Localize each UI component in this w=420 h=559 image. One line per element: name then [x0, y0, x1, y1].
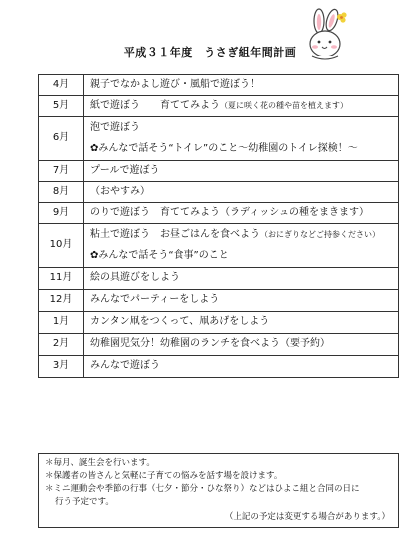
activity-text: ✿みんなで話そう“食事”のこと: [90, 250, 229, 261]
month-label: 5月: [52, 99, 70, 111]
activity-cell: [84, 312, 399, 334]
note-line: 行う予定です。: [55, 497, 114, 507]
activity-line: [90, 165, 392, 178]
activity-line: [90, 122, 392, 135]
schedule-row: [39, 312, 399, 334]
month-cell: [39, 117, 84, 161]
month-label: 6月: [52, 132, 70, 144]
activity-line: [90, 294, 392, 307]
activity-cell: [84, 203, 399, 224]
month-label: 11月: [49, 272, 73, 284]
activity-line: [90, 360, 392, 373]
activity-text: みんなで遊ぼう: [90, 360, 160, 372]
schedule-row: [39, 356, 399, 378]
month-label: 2月: [52, 338, 70, 350]
schedule-row: [39, 161, 399, 182]
month-label: 1月: [52, 316, 70, 328]
activity-line: [90, 338, 392, 351]
month-label: 7月: [52, 164, 70, 176]
activity-cell: [84, 75, 399, 96]
annual-schedule-table: [38, 74, 399, 378]
activity-cell: [84, 117, 399, 161]
activity-line: [90, 272, 392, 285]
month-cell: [39, 334, 84, 356]
page-title: 平成３１年度 うさぎ組年間計画: [123, 46, 297, 59]
activity-text: 絵の具遊びをしよう: [90, 272, 180, 284]
activity-note: （おにぎりなどご持参ください）: [260, 229, 380, 239]
activity-line: [90, 79, 392, 92]
month-label: 12月: [49, 294, 73, 306]
month-label: 9月: [52, 206, 70, 218]
note-line: ＊保護者の皆さんと気軽に子育ての悩みを話す場を設けます。: [45, 471, 283, 481]
activity-cell: [84, 356, 399, 378]
month-cell: [39, 203, 84, 224]
activity-line: [90, 207, 392, 220]
activity-line: [90, 229, 392, 242]
month-label: 8月: [52, 185, 70, 197]
month-cell: [39, 182, 84, 203]
activity-cell: [84, 334, 399, 356]
schedule-row: [39, 224, 399, 268]
activity-text: 紙で遊ぼう 育ててみよう: [90, 99, 220, 111]
schedule-row: [39, 96, 399, 117]
activity-text: （おやすみ）: [90, 185, 150, 197]
schedule-row: [39, 290, 399, 312]
activity-cell: [84, 96, 399, 117]
activity-line: [90, 100, 392, 113]
schedule-row: [39, 203, 399, 224]
schedule-row: [39, 117, 399, 161]
activity-note: （夏に咲く花の種や苗を植えます）: [220, 100, 348, 110]
month-cell: [39, 268, 84, 290]
activity-cell: [84, 161, 399, 182]
activity-text: プールで遊ぼう: [90, 164, 160, 176]
month-label: 10月: [49, 239, 73, 251]
month-cell: [39, 161, 84, 182]
activity-text: カンタン凧をつくって、凧あげをしよう: [90, 316, 270, 328]
activity-line: [90, 143, 392, 156]
activity-line: [90, 250, 392, 263]
activity-cell: [84, 182, 399, 203]
activity-text: ✿みんなで話そう“トイレ”のこと～幼稚園のトイレ探検！～: [90, 143, 358, 154]
schedule-row: [39, 182, 399, 203]
notes-box: [38, 453, 399, 528]
month-cell: [39, 75, 84, 96]
month-label: 4月: [52, 78, 70, 90]
month-cell: [39, 96, 84, 117]
activity-text: 幼稚園児気分！幼稚園のランチを食べよう（要予約）: [90, 338, 330, 350]
schedule-row: [39, 268, 399, 290]
schedule-row: [39, 334, 399, 356]
activity-cell: [84, 224, 399, 268]
note-line: ＊ミニ運動会や季節の行事（七夕・節分・ひな祭り）などはひよこ組と合同の日に: [45, 484, 360, 494]
change-disclaimer: （上記の予定は変更する場合があります。）: [224, 512, 390, 522]
activity-cell: [84, 268, 399, 290]
activity-line: [90, 186, 392, 199]
month-cell: [39, 356, 84, 378]
activity-text: 親子でなかよし遊び・風船で遊ぼう！: [90, 78, 260, 90]
month-cell: [39, 224, 84, 268]
activity-cell: [84, 290, 399, 312]
note-line: ＊毎月、誕生会を行います。: [45, 458, 155, 468]
activity-text: みんなでパーティーをしよう: [90, 294, 220, 306]
schedule-row: [39, 75, 399, 96]
rabbit-with-flower-icon: [300, 8, 356, 64]
activity-text: 粘土で遊ぼう お昼ごはんを食べよう: [90, 228, 260, 240]
activity-line: [90, 316, 392, 329]
activity-text: のりで遊ぼう 育ててみよう（ラディッシュの種をまきます）: [90, 206, 369, 218]
month-label: 3月: [52, 360, 70, 372]
month-cell: [39, 312, 84, 334]
month-cell: [39, 290, 84, 312]
activity-text: 泡で遊ぼう: [90, 121, 140, 133]
